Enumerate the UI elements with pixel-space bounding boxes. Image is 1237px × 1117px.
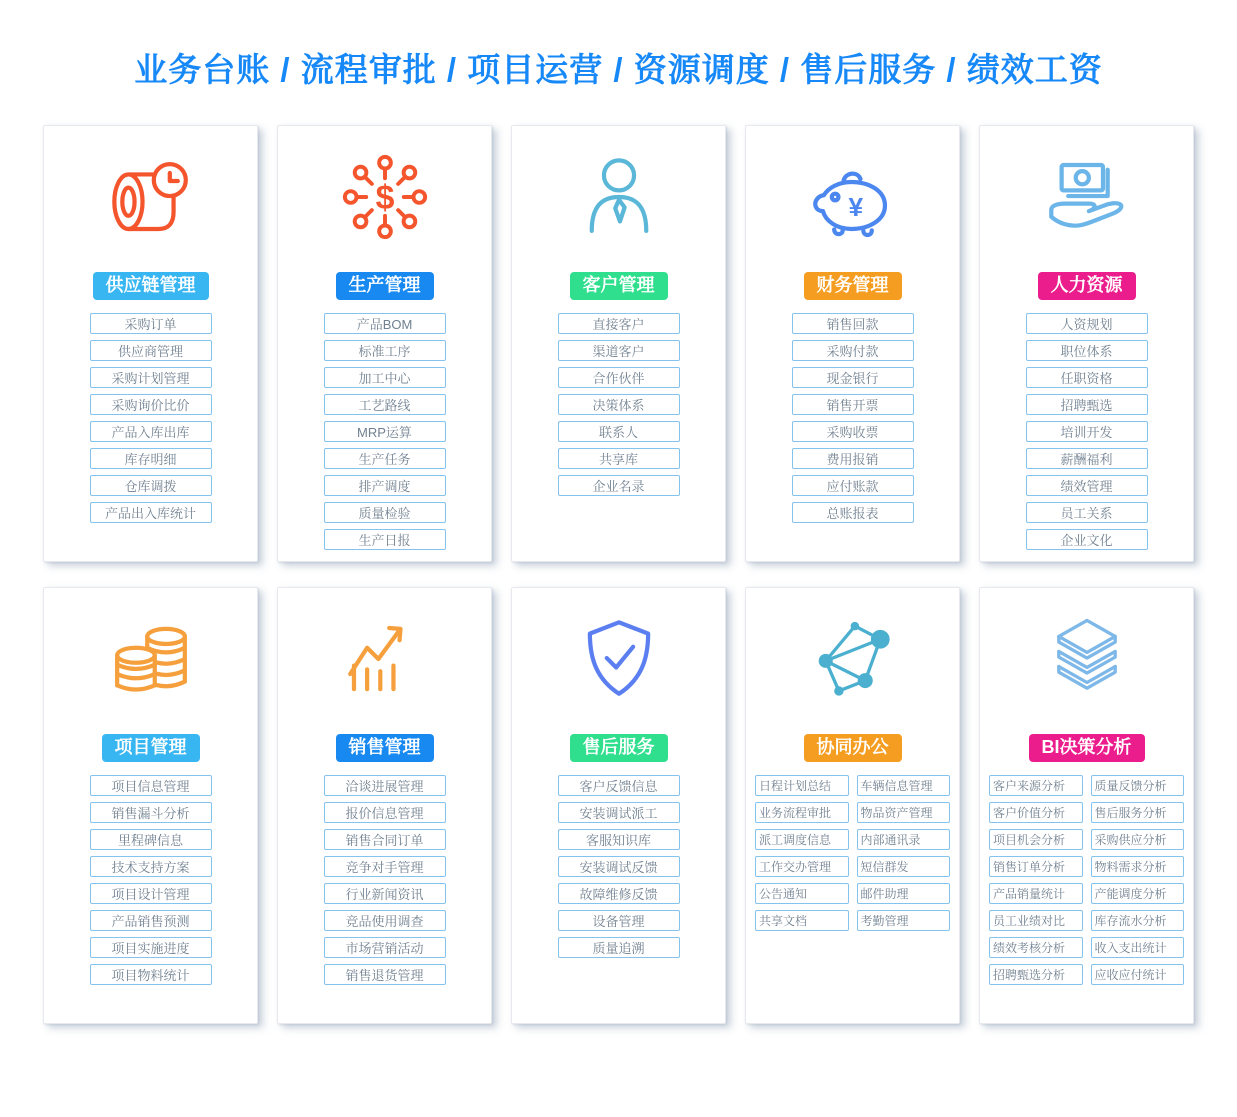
- module-item[interactable]: 绩效管理: [1026, 475, 1148, 496]
- module-item[interactable]: 共享库: [558, 448, 680, 469]
- category-badge-finance[interactable]: 财务管理: [804, 272, 902, 300]
- layers-stack-icon: [1040, 612, 1134, 711]
- module-item[interactable]: 售后服务分析: [1091, 802, 1185, 823]
- module-item[interactable]: 安装调试反馈: [558, 856, 680, 877]
- module-item[interactable]: 洽谈进展管理: [324, 775, 446, 796]
- module-item[interactable]: 销售开票: [792, 394, 914, 415]
- card-icon-area: [746, 126, 959, 266]
- module-item[interactable]: 销售回款: [792, 313, 914, 334]
- module-item[interactable]: 采购供应分析: [1091, 829, 1185, 850]
- svg-text:¥: ¥: [847, 191, 863, 222]
- module-item[interactable]: 排产调度: [324, 475, 446, 496]
- card-icon-area: [746, 588, 959, 728]
- category-badge-supply-chain[interactable]: 供应链管理: [93, 272, 209, 300]
- module-item[interactable]: 收入支出统计: [1091, 937, 1185, 958]
- module-item[interactable]: 市场营销活动: [324, 937, 446, 958]
- module-column: [324, 313, 446, 550]
- person-icon: [572, 150, 666, 249]
- category-badge-sales[interactable]: 销售管理: [336, 734, 434, 762]
- module-item[interactable]: MRP运算: [324, 421, 446, 442]
- module-column: [755, 775, 849, 931]
- card-project: [43, 587, 258, 1024]
- module-item[interactable]: 销售订单分析: [989, 856, 1083, 877]
- module-item[interactable]: 客户来源分析: [989, 775, 1083, 796]
- module-item[interactable]: 派工调度信息: [755, 829, 849, 850]
- module-item[interactable]: 工艺路线: [324, 394, 446, 415]
- category-badge-after-sales[interactable]: 售后服务: [570, 734, 668, 762]
- module-item[interactable]: 短信群发: [857, 856, 951, 877]
- module-item[interactable]: 公告通知: [755, 883, 849, 904]
- card-customer: [511, 125, 726, 562]
- module-item[interactable]: 项目设计管理: [90, 883, 212, 904]
- module-item[interactable]: 销售漏斗分析: [90, 802, 212, 823]
- card-sales: [277, 587, 492, 1024]
- card-icon-area: [512, 588, 725, 728]
- module-list: [44, 775, 257, 985]
- module-item[interactable]: 业务流程审批: [755, 802, 849, 823]
- module-item[interactable]: 员工关系: [1026, 502, 1148, 523]
- module-item[interactable]: 项目信息管理: [90, 775, 212, 796]
- card-icon-area: [44, 588, 257, 728]
- card-icon-area: [512, 126, 725, 266]
- module-item[interactable]: 加工中心: [324, 367, 446, 388]
- module-list: [746, 775, 959, 931]
- module-item[interactable]: 费用报销: [792, 448, 914, 469]
- category-badge-human-resources[interactable]: 人力资源: [1038, 272, 1136, 300]
- module-item[interactable]: 招聘甄选: [1026, 394, 1148, 415]
- module-item[interactable]: 直接客户: [558, 313, 680, 334]
- piggy-bank-icon: [806, 150, 900, 249]
- module-item[interactable]: 应收应付统计: [1091, 964, 1185, 985]
- module-item[interactable]: 共享文档: [755, 910, 849, 931]
- module-item[interactable]: 产品销量统计: [989, 883, 1083, 904]
- shield-check-icon: [572, 612, 666, 711]
- module-item[interactable]: 培训开发: [1026, 421, 1148, 442]
- module-item[interactable]: 产品入库出库: [90, 421, 212, 442]
- category-badge-production[interactable]: 生产管理: [336, 272, 434, 300]
- module-item[interactable]: 企业名录: [558, 475, 680, 496]
- card-human-resources: [979, 125, 1194, 562]
- card-after-sales: [511, 587, 726, 1024]
- module-item[interactable]: 现金银行: [792, 367, 914, 388]
- card-supply-chain: [43, 125, 258, 562]
- module-item[interactable]: 采购付款: [792, 340, 914, 361]
- module-column: [558, 775, 680, 958]
- module-column: [792, 313, 914, 523]
- module-item[interactable]: 质量追溯: [558, 937, 680, 958]
- module-item[interactable]: 采购收票: [792, 421, 914, 442]
- module-item[interactable]: 产能调度分析: [1091, 883, 1185, 904]
- module-item[interactable]: 任职资格: [1026, 367, 1148, 388]
- module-item[interactable]: 项目机会分析: [989, 829, 1083, 850]
- module-column: [857, 775, 951, 931]
- module-column: [90, 775, 212, 985]
- cards-grid: [0, 125, 1237, 1024]
- module-item[interactable]: 竞争对手管理: [324, 856, 446, 877]
- module-item[interactable]: 联系人: [558, 421, 680, 442]
- coins-stack-icon: [104, 612, 198, 711]
- money-hand-icon: [1040, 150, 1134, 249]
- page: [0, 44, 1237, 1024]
- module-item[interactable]: 采购订单: [90, 313, 212, 334]
- card-icon-area: [44, 126, 257, 266]
- category-badge-project[interactable]: 项目管理: [102, 734, 200, 762]
- module-item[interactable]: 企业文化: [1026, 529, 1148, 550]
- category-badge-collaboration[interactable]: 协同办公: [804, 734, 902, 762]
- module-item[interactable]: 安装调试派工: [558, 802, 680, 823]
- module-item[interactable]: 招聘甄选分析: [989, 964, 1083, 985]
- module-item[interactable]: 员工业绩对比: [989, 910, 1083, 931]
- page-title: 业务台账 / 流程审批 / 项目运营 / 资源调度 / 售后服务 / 绩效工资: [134, 51, 1103, 88]
- card-icon-area: [980, 588, 1193, 728]
- module-item[interactable]: 合作伙伴: [558, 367, 680, 388]
- module-item[interactable]: 工作交办管理: [755, 856, 849, 877]
- module-column: [558, 313, 680, 496]
- card-icon-area: [278, 126, 491, 266]
- module-item[interactable]: 技术支持方案: [90, 856, 212, 877]
- module-item[interactable]: 仓库调拨: [90, 475, 212, 496]
- module-column: [1026, 313, 1148, 550]
- dollar-network-icon: [338, 150, 432, 249]
- module-item[interactable]: 销售退货管理: [324, 964, 446, 985]
- module-item[interactable]: 人资规划: [1026, 313, 1148, 334]
- module-item[interactable]: 绩效考核分析: [989, 937, 1083, 958]
- module-item[interactable]: 质量反馈分析: [1091, 775, 1185, 796]
- card-collaboration: [745, 587, 960, 1024]
- card-bi-analysis: [979, 587, 1194, 1024]
- module-item[interactable]: 库存流水分析: [1091, 910, 1185, 931]
- module-column: [324, 775, 446, 985]
- svg-text:$: $: [375, 178, 394, 217]
- module-item[interactable]: 决策体系: [558, 394, 680, 415]
- module-item[interactable]: 内部通讯录: [857, 829, 951, 850]
- module-item[interactable]: 客户反馈信息: [558, 775, 680, 796]
- category-badge-customer[interactable]: 客户管理: [570, 272, 668, 300]
- network-nodes-icon: [806, 612, 900, 711]
- module-item[interactable]: 车辆信息管理: [857, 775, 951, 796]
- module-column: [90, 313, 212, 523]
- module-list: [278, 313, 491, 550]
- module-item[interactable]: 渠道客户: [558, 340, 680, 361]
- module-list: [44, 313, 257, 523]
- module-item[interactable]: 报价信息管理: [324, 802, 446, 823]
- card-icon-area: [278, 588, 491, 728]
- module-item[interactable]: 项目物料统计: [90, 964, 212, 985]
- module-item[interactable]: 生产日报: [324, 529, 446, 550]
- module-list: [980, 775, 1193, 985]
- module-item[interactable]: 产品销售预测: [90, 910, 212, 931]
- module-item[interactable]: 设备管理: [558, 910, 680, 931]
- module-item[interactable]: 采购询价比价: [90, 394, 212, 415]
- module-list: [980, 313, 1193, 550]
- module-item[interactable]: 竞品使用调查: [324, 910, 446, 931]
- module-item[interactable]: 生产任务: [324, 448, 446, 469]
- card-icon-area: [980, 126, 1193, 266]
- module-item[interactable]: 考勤管理: [857, 910, 951, 931]
- module-item[interactable]: 薪酬福利: [1026, 448, 1148, 469]
- chart-growth-icon: [338, 612, 432, 711]
- module-item[interactable]: 日程计划总结: [755, 775, 849, 796]
- paper-roll-clock-icon: [104, 150, 198, 249]
- module-item[interactable]: 职位体系: [1026, 340, 1148, 361]
- module-item[interactable]: 库存明细: [90, 448, 212, 469]
- module-item[interactable]: 客服知识库: [558, 829, 680, 850]
- module-item[interactable]: 产品出入库统计: [90, 502, 212, 523]
- module-column: [989, 775, 1083, 985]
- module-list: [512, 313, 725, 496]
- module-item[interactable]: 项目实施进度: [90, 937, 212, 958]
- module-item[interactable]: 客户价值分析: [989, 802, 1083, 823]
- module-item[interactable]: 行业新闻资讯: [324, 883, 446, 904]
- module-item[interactable]: 里程碑信息: [90, 829, 212, 850]
- module-item[interactable]: 应付账款: [792, 475, 914, 496]
- module-item[interactable]: 总账报表: [792, 502, 914, 523]
- module-list: [278, 775, 491, 985]
- module-item[interactable]: 销售合同订单: [324, 829, 446, 850]
- module-item[interactable]: 邮件助理: [857, 883, 951, 904]
- category-badge-bi-analysis[interactable]: BI决策分析: [1029, 734, 1145, 762]
- module-item[interactable]: 供应商管理: [90, 340, 212, 361]
- module-column: [1091, 775, 1185, 985]
- module-item[interactable]: 采购计划管理: [90, 367, 212, 388]
- module-list: [512, 775, 725, 958]
- module-item[interactable]: 物料需求分析: [1091, 856, 1185, 877]
- module-item[interactable]: 故障维修反馈: [558, 883, 680, 904]
- module-item[interactable]: 标准工序: [324, 340, 446, 361]
- card-production: [277, 125, 492, 562]
- card-finance: [745, 125, 960, 562]
- module-item[interactable]: 质量检验: [324, 502, 446, 523]
- module-list: [746, 313, 959, 523]
- module-item[interactable]: 物品资产管理: [857, 802, 951, 823]
- module-item[interactable]: 产品BOM: [324, 313, 446, 334]
